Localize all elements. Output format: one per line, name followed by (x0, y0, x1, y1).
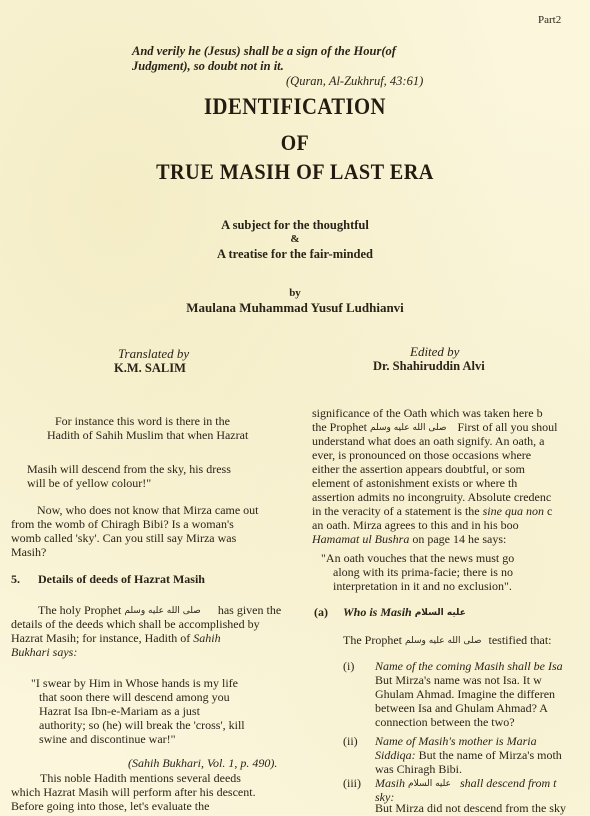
subtitle-line-1: A subject for the thoughtful (221, 218, 369, 232)
item-iii-line-1 (375, 776, 557, 791)
left-quote-line-2: that soon there will descend among you (39, 690, 230, 704)
item-iii-line-3: But Mirza did not descend from the sky (375, 801, 566, 815)
right-heading-a-number: (a) (314, 605, 328, 619)
author-by: by (289, 287, 301, 299)
left-p1-line-2: Hadith of Sahih Muslim that when Hazrat (47, 428, 249, 442)
right-line-2b: First of all you shoul (457, 420, 558, 434)
item-ii-line-2 (375, 748, 562, 763)
pbuh-glyph: صلى الله عليه وسلم (370, 423, 447, 433)
left-quote-line-5: swine and discontinue war!" (39, 732, 176, 746)
right-line-10a: Hamamat ul Bushra (312, 532, 410, 546)
right-quote-line-1: "An oath vouches that the news must go (321, 551, 515, 565)
right-quote-line-2: along with its prima-facie; there is no (333, 565, 513, 579)
right-prophet-b: testified that: (488, 633, 552, 647)
left-p3-line-1b: has given the (217, 603, 282, 617)
item-iii-number: (iii) (343, 776, 361, 790)
left-p1-line-4: will be of yellow colour!" (27, 476, 152, 490)
item-iii-line-2: sky: (375, 790, 395, 804)
pbuh-glyph: صلى الله عليه وسلم (405, 636, 482, 646)
right-line-8 (312, 504, 552, 519)
right-line-6: element of astonishment exists or where th (312, 476, 518, 490)
left-p3-line-2: details of the deeds which shall be accomplished by (11, 617, 260, 631)
part-label: Part2 (538, 14, 562, 26)
item-i-line-1: Name of the coming Masih shall be Isa (375, 659, 563, 673)
left-quote-line-1: "I swear by Him in Whose hands is my life (31, 676, 238, 690)
epigraph-line-1: And verily he (Jesus) shall be a sign of the Hour(of (132, 44, 396, 58)
item-ii-line-2a: Siddiqa: (375, 748, 416, 762)
as-glyph: عليه السلام (408, 779, 451, 789)
left-p2-line-3: womb called 'sky'. Can you still say Mirza was (11, 531, 237, 545)
item-i-line-2: But Mirza's name was not Isa. It w (375, 673, 542, 687)
item-ii-line-2b: But the name of Mirza's moth (418, 748, 562, 762)
right-line-3: understand what does an oath signify. An oath, a (312, 434, 545, 448)
subtitle-ampersand: & (290, 233, 300, 245)
subtitle-line-2: A treatise for the fair-minded (217, 247, 373, 261)
right-line-5: either the assertion appears doubtful, or som (312, 462, 525, 476)
left-p3-line-3 (11, 631, 221, 646)
right-line-8b: sine qua non (482, 504, 544, 518)
title-line-3: TRUE MASIH OF LAST ERA (156, 159, 434, 184)
right-line-2a: the Prophet (312, 420, 367, 434)
right-line-1: significance of the Oath which was taken here b (312, 406, 543, 420)
right-line-9: an oath. Mirza agrees to this and in his boo (312, 518, 519, 532)
right-line-7: assertion admits no incongruity. Absolute credenc (312, 490, 552, 504)
right-line-10b: on page 14 he says: (412, 532, 507, 546)
title-line-2: OF (280, 130, 310, 155)
author-name: Maulana Muhammad Yusuf Ludhianvi (186, 300, 404, 315)
left-p1-line-3: Masih will descend from the sky, his dress (27, 462, 231, 476)
left-p4-line-2: which Hazrat Masih will perform after his descent. (11, 785, 256, 799)
item-iii-line-1a: Masih (375, 776, 405, 790)
left-quote-line-3: Hazrat Isa Ibn-e-Mariam as a just (39, 704, 200, 718)
as-glyph: عليه السلام (414, 608, 466, 618)
left-p3-line-1a: The holy Prophet (38, 603, 122, 617)
right-prophet-line (343, 633, 551, 648)
title-line-1: IDENTIFICATION (204, 94, 386, 119)
epigraph-line-2: Judgment), so doubt not in it. (132, 59, 284, 73)
left-p1-line-1: For instance this word is there in the (55, 414, 230, 428)
left-p3-line-4: Bukhari says: (11, 645, 78, 659)
left-p2-line-4: Masih? (11, 545, 47, 559)
right-heading-a-text: Who is Masih (343, 605, 412, 619)
left-quote-source: (Sahih Bukhari, Vol. 1, p. 490). (128, 756, 278, 770)
pbuh-glyph: صلى الله عليه وسلم (124, 606, 201, 616)
right-quote-line-3: interpretation in it and no exclusion". (333, 579, 512, 593)
right-line-2 (312, 420, 558, 435)
right-line-8a: in the veracity of a statement is the (312, 504, 480, 518)
item-ii-number: (ii) (343, 734, 358, 748)
item-ii-line-1: Name of Masih's mother is Maria (375, 734, 537, 748)
left-p3-line-3b: Sahih (193, 631, 221, 645)
left-p3-line-3a: Hazrat Masih; for instance, Hadith of (11, 631, 191, 645)
left-heading-5: Details of deeds of Hazrat Masih (38, 572, 205, 586)
right-heading-a (343, 605, 466, 620)
editor-name: Dr. Shahiruddin Alvi (373, 359, 485, 373)
left-p3-line-1 (38, 603, 281, 618)
item-i-number: (i) (343, 659, 355, 673)
right-line-10 (312, 532, 506, 547)
right-line-4: ever, is pronounced on those occasions where (312, 448, 532, 462)
left-p2-line-2: from the womb of Chiragh Bibi? Is a woman's (11, 517, 234, 531)
left-p2-line-1: Now, who does not know that Mirza came out (37, 503, 259, 517)
left-heading-5-number: 5. (11, 572, 20, 586)
item-i-line-3: Ghulam Ahmad. Imagine the differen (375, 687, 556, 701)
item-ii-line-3: was Chiragh Bibi. (375, 762, 462, 776)
left-p4-line-3: Before going into those, let's evaluate the (11, 799, 210, 813)
right-prophet-a: The Prophet (343, 633, 402, 647)
left-quote-line-4: authority; so (he) will break the 'cross', kill (39, 718, 245, 732)
left-p4-line-1: This noble Hadith mentions several deeds (40, 771, 241, 785)
item-i-line-5: connection between the two? (375, 715, 515, 729)
item-iii-line-1b: shall descend from t (459, 776, 557, 790)
editor-label: Edited by (410, 344, 460, 359)
epigraph-source: (Quran, Al-Zukhruf, 43:61) (286, 74, 424, 88)
translator-name: K.M. SALIM (114, 361, 186, 375)
item-i-line-4: between Isa and Ghulam Ahmad? A (375, 701, 548, 715)
right-line-8c: c (546, 504, 553, 518)
translator-label: Translated by (118, 346, 190, 361)
